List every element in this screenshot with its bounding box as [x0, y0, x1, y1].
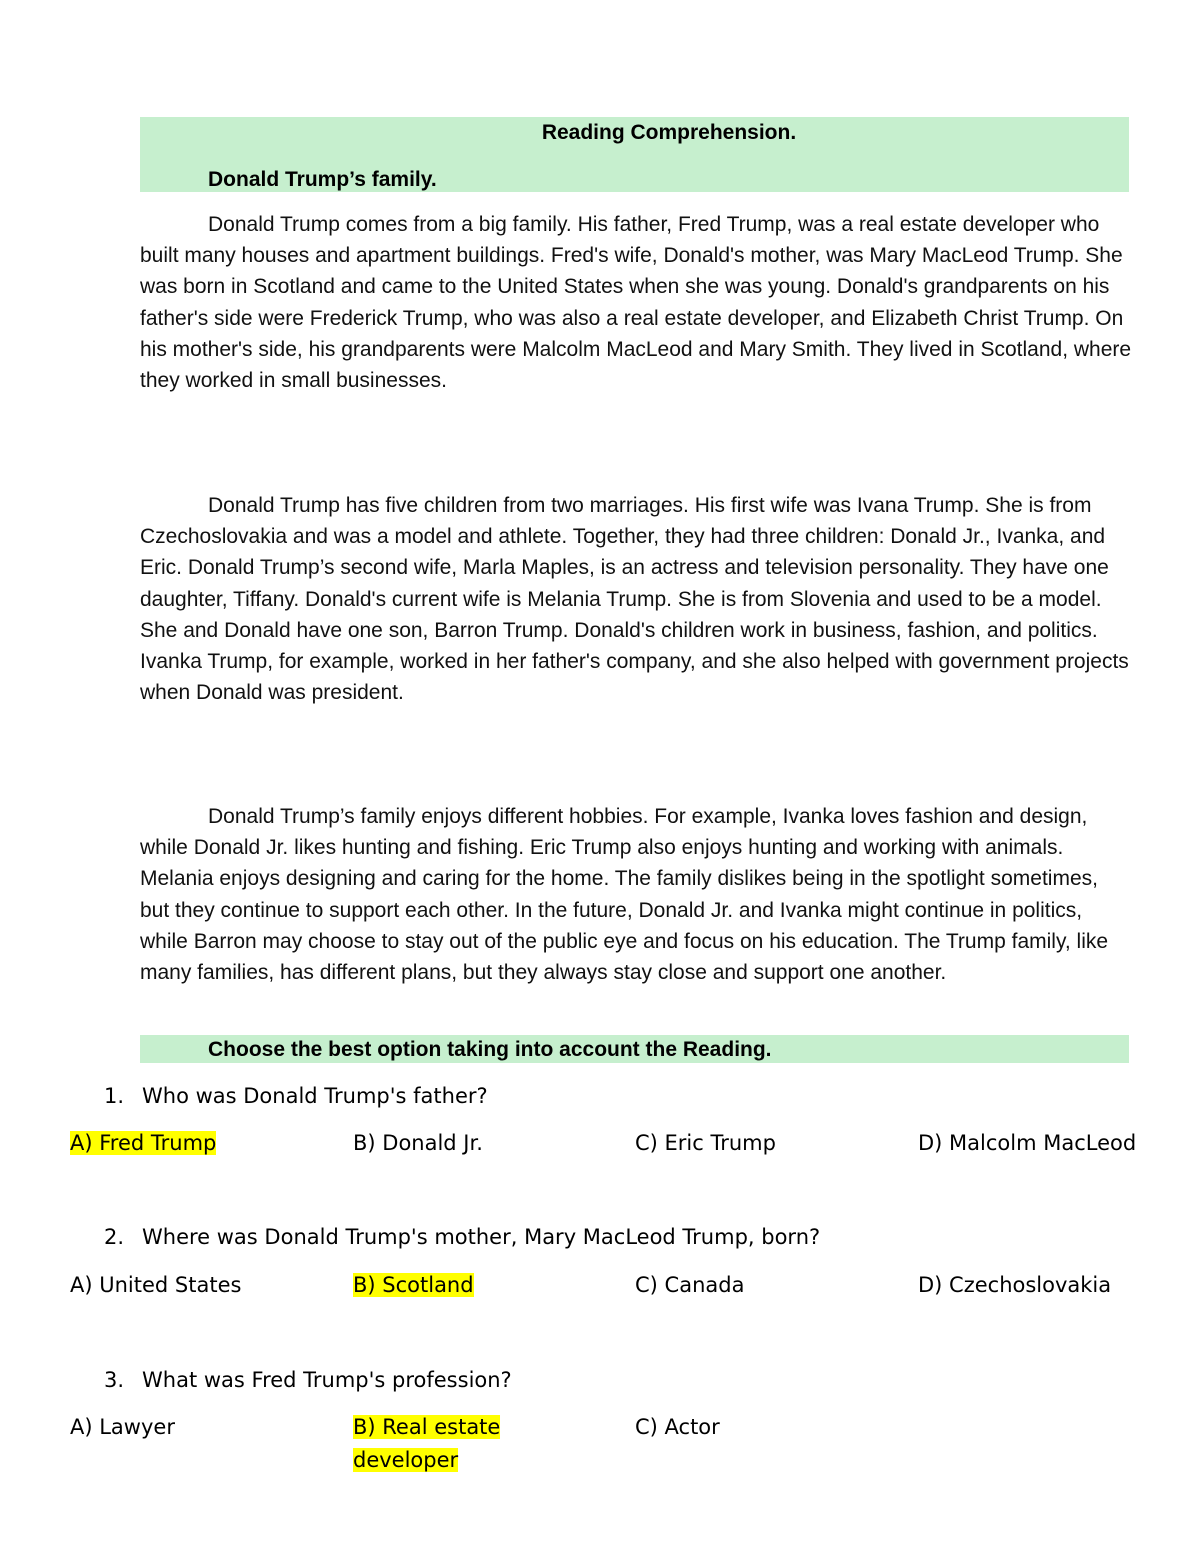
question-text: Where was Donald Trump's mother, Mary MacLeod Trump, born? [142, 1225, 821, 1249]
option-c[interactable] [635, 1269, 895, 1302]
option-label: A) Lawyer [70, 1415, 175, 1439]
question-text: What was Fred Trump's profession? [142, 1368, 512, 1392]
option-label: C) Canada [635, 1273, 745, 1297]
question-3 [104, 1365, 512, 1395]
question-1 [104, 1081, 488, 1111]
option-c[interactable] [635, 1127, 895, 1160]
question-number: 3. [104, 1368, 125, 1392]
option-d[interactable] [918, 1269, 1158, 1302]
option-label: B) Scotland [353, 1273, 474, 1297]
reading-paragraph-2: Donald Trump has five children from two marriages. His first wife was Ivana Trump. She is from Czechoslovakia and was a model and athlete. Together, they had three children: Donald Jr., Ivanka, and Eric. Donald Trump’s second wife, Marla Maples, is an actress and television personality. They have one daughter, Tiffany. Donald's current wife is Melania Trump. She is from Slovenia and used to be a model. She and Donald have one son, Barron Trump. Donald's children work in business, fashion, and politics. Ivanka Trump, for example, worked in her father's company, and she also helped with government projects when Donald was president. [140, 494, 1129, 705]
reading-paragraph-3: Donald Trump’s family enjoys different hobbies. For example, Ivanka loves fashion and design, while Donald Jr. likes hunting and fishing. Eric Trump also enjoys hunting and working with animals. Melania enjoys designing and caring for the home. The family dislikes being in the spotlight sometimes, but they continue to support each other. In the future, Donald Jr. and Ivanka might continue in politics, while Barron may choose to stay out of the public eye and focus on his education. The Trump family, like many families, has different plans, but they always stay close and support one another. [140, 805, 1109, 985]
option-label: D) Czechoslovakia [918, 1273, 1112, 1297]
option-label: A) United States [70, 1273, 242, 1297]
question-number: 1. [104, 1084, 125, 1108]
option-b[interactable] [353, 1127, 593, 1160]
instructions-text: Choose the best option taking into account the Reading. [208, 1038, 772, 1061]
option-label: C) Actor [635, 1415, 720, 1439]
option-b[interactable] [353, 1411, 593, 1477]
option-c[interactable] [635, 1411, 895, 1444]
question-text: Who was Donald Trump's father? [142, 1084, 488, 1108]
reading-paragraph-1: Donald Trump comes from a big family. His father, Fred Trump, was a real estate developer who built many houses and apartment buildings. Fred's wife, Donald's mother, was Mary MacLeod Trump. She was born in Scotland and came to the United States when she was young. Donald's grandparents on his father's side were Frederick Trump, who was also a real estate developer, and Elizabeth Christ Trump. On his mother's side, his grandparents were Malcolm MacLeod and Mary Smith. They lived in Scotland, where they worked in small businesses. [140, 213, 1132, 393]
option-label: D) Malcolm MacLeod [918, 1131, 1137, 1155]
option-a[interactable] [70, 1411, 330, 1444]
reading-subtitle: Donald Trump’s family. [208, 168, 437, 191]
question-2 [104, 1222, 820, 1252]
option-a[interactable] [70, 1269, 330, 1302]
option-label: B) Real estate developer [353, 1415, 501, 1472]
option-label: A) Fred Trump [70, 1131, 217, 1155]
option-b[interactable] [353, 1269, 593, 1302]
page-title: Reading Comprehension. [541, 121, 797, 144]
option-label: B) Donald Jr. [353, 1131, 483, 1155]
option-label: C) Eric Trump [635, 1131, 776, 1155]
option-a[interactable] [70, 1127, 330, 1160]
question-number: 2. [104, 1225, 125, 1249]
option-d[interactable] [918, 1127, 1158, 1160]
